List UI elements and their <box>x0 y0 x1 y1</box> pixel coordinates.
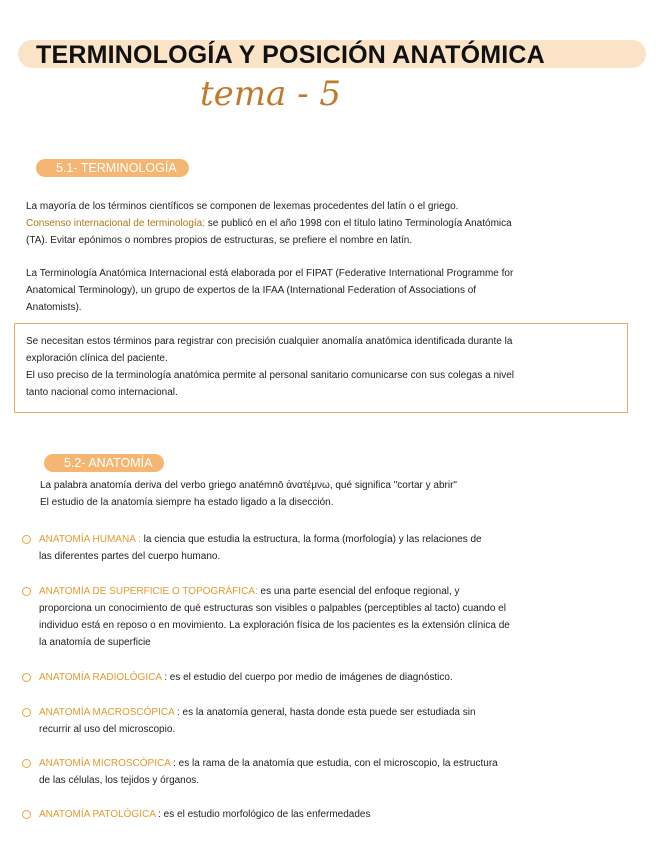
item-label: ANATOMÍA PATOLÓGICA <box>39 809 156 820</box>
anatomy-intro <box>40 477 620 511</box>
intro-line: La palabra anatomía deriva del verbo griego anatémnō ἀνατέμνω, qué significa "cortar y abrir" <box>40 480 457 491</box>
note-box-text <box>26 333 622 401</box>
item-text: : es el estudio morfológico de las enfermedades <box>155 809 371 820</box>
item-text: proporciona un conocimiento de qué estructuras son visibles o palpables (perceptibles al tacto) cuando el <box>39 603 506 614</box>
note-line: exploración clínica del paciente. <box>26 353 168 364</box>
item-text: la anatomía de superficie <box>39 637 151 648</box>
terminology-paragraph <box>26 198 626 249</box>
paragraph-line: (TA). Evitar epónimos o nombres propios de estructuras, se prefiere el nombre en latín. <box>26 235 413 246</box>
intro-line: El estudio de la anatomía siempre ha estado ligado a la disección. <box>40 497 334 508</box>
circle-bullet-icon <box>22 535 31 544</box>
page-title: TERMINOLOGÍA Y POSICIÓN ANATÓMICA <box>36 41 545 69</box>
list-item-anatomia-microscopica <box>22 755 612 789</box>
circle-bullet-icon <box>22 587 31 596</box>
item-text: es una parte esencial del enfoque regional, y <box>257 586 460 597</box>
list-item-anatomia-patologica <box>22 806 612 823</box>
section-heading-terminologia: 5.1- TERMINOLOGÍA <box>36 159 189 177</box>
item-text: la ciencia que estudia la estructura, la forma (morfología) y las relaciones de <box>140 534 482 545</box>
paragraph-line: La Terminología Anatómica Internacional está elaborada por el FIPAT (Federative International Programme for <box>26 268 514 279</box>
paragraph-line: Anatomical Terminology), un grupo de expertos de la IFAA (International Federation of Associations of <box>26 285 477 296</box>
item-label: ANATOMÍA RADIOLÓGICA <box>39 672 162 683</box>
paragraph-line-rest: se publicó en el año 1998 con el título latino Terminología Anatómica <box>205 218 512 229</box>
paragraph-line: La mayoría de los términos científicos se componen de lexemas procedentes del latín o el griego. <box>26 201 459 212</box>
item-label: ANATOMÍA DE SUPERFICIE O TOPOGRÁFICA: <box>39 586 258 597</box>
list-item-anatomia-macroscopica <box>22 704 612 738</box>
list-item-anatomia-superficie <box>22 583 612 651</box>
note-line: El uso preciso de la terminología anatómica permite al personal sanitario comunicarse con sus colegas a nivel <box>26 370 515 381</box>
item-label: ANATOMÍA HUMANA : <box>39 534 141 545</box>
note-line: tanto nacional como internacional. <box>26 387 178 398</box>
item-text: individuo está en reposo o en movimiento. La exploración física de los pacientes es la extensión clínica de <box>39 620 510 631</box>
section-heading-anatomia: 5.2- ANATOMÍA <box>44 454 164 472</box>
handwritten-subtitle: tema - 5 <box>200 74 342 114</box>
circle-bullet-icon <box>22 708 31 717</box>
list-item-anatomia-radiologica <box>22 669 612 686</box>
circle-bullet-icon <box>22 759 31 768</box>
item-text: : es el estudio del cuerpo por medio de imágenes de diagnóstico. <box>161 672 453 683</box>
item-text: las diferentes partes del cuerpo humano. <box>39 551 221 562</box>
paragraph-line: Anatomists). <box>26 302 82 313</box>
circle-bullet-icon <box>22 673 31 682</box>
item-text: recurrir al uso del microscopio. <box>39 724 176 735</box>
item-text: : es la anatomía general, hasta donde esta puede ser estudiada sin <box>174 707 476 718</box>
note-line: Se necesitan estos términos para registrar con precisión cualquier anomalía anatómica identificada durante la <box>26 336 513 347</box>
item-label: ANATOMÍA MACROSCÓPICA <box>39 707 175 718</box>
item-label: ANATOMÍA MICROSCÓPICA <box>39 758 171 769</box>
item-text: de las células, los tejidos y órganos. <box>39 775 200 786</box>
highlighted-term: Consenso internacional de terminología: <box>26 218 205 229</box>
paragraph-line <box>26 215 626 232</box>
item-text: : es la rama de la anatomía que estudia, con el microscopio, la estructura <box>170 758 498 769</box>
circle-bullet-icon <box>22 810 31 819</box>
fipat-paragraph <box>26 265 626 316</box>
list-item-anatomia-humana <box>22 531 612 565</box>
